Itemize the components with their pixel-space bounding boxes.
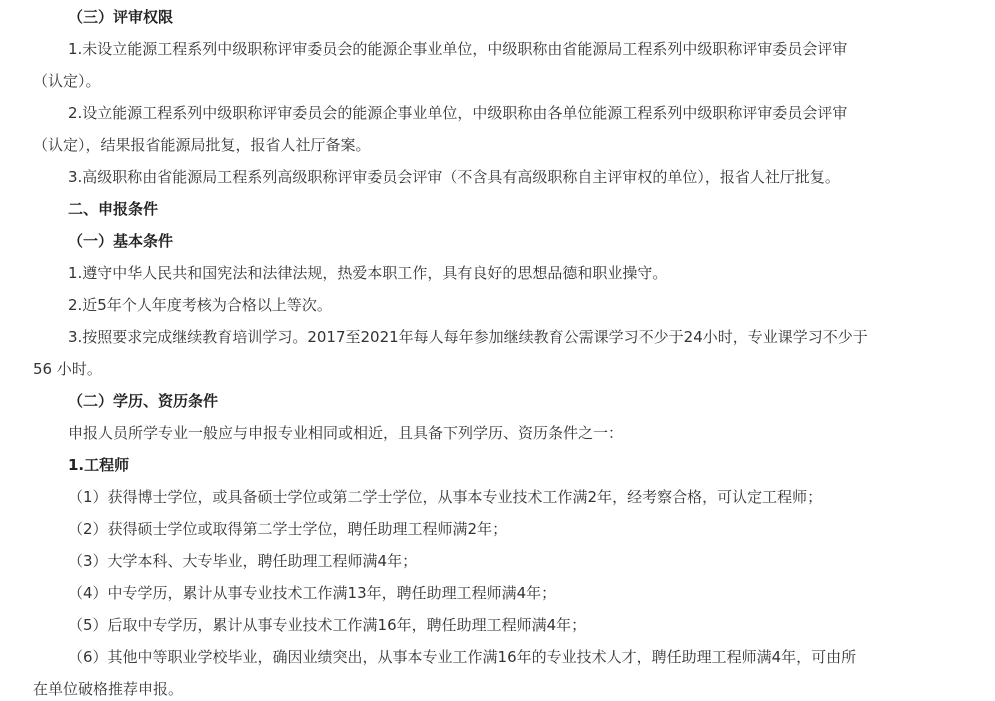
section-heading-application-conditions: 二、申报条件 xyxy=(68,200,159,218)
basic-condition-3-line-2: 56 小时。 xyxy=(33,360,102,378)
engineer-item-3: （3）大学本科、大专毕业，聘任助理工程师满4年； xyxy=(68,552,418,570)
subsection-heading-basic-conditions: （一）基本条件 xyxy=(68,232,174,250)
engineer-item-5: （5）后取中专学历，累计从事专业技术工作满16年，聘任助理工程师满4年； xyxy=(68,616,587,634)
engineer-item-1: （1）获得博士学位，或具备硕士学位或第二学士学位，从事本专业技术工作满2年，经考察合格，可认定工程师； xyxy=(68,488,823,506)
engineer-item-4: （4）中专学历，累计从事专业技术工作满13年，聘任助理工程师满4年； xyxy=(68,584,557,602)
paragraph-2-line-1: 2.设立能源工程系列中级职称评审委员会的能源企事业单位，中级职称由各单位能源工程系列中级职称评审委员会评审 xyxy=(68,104,848,122)
engineer-heading: 1.工程师 xyxy=(68,456,130,474)
paragraph-1-line-1: 1.未设立能源工程系列中级职称评审委员会的能源企事业单位，中级职称由省能源局工程系列中级职称评审委员会评审 xyxy=(68,40,848,58)
subsection-heading-education-qualifications: （二）学历、资历条件 xyxy=(68,392,219,410)
section-heading-review-authority: （三）评审权限 xyxy=(68,8,174,26)
engineer-item-6-line-1: （6）其他中等职业学校毕业，确因业绩突出，从事本专业工作满16年的专业技术人才，聘任助理工程师满4年，可由所 xyxy=(68,648,857,666)
basic-condition-2: 2.近5年个人年度考核为合格以上等次。 xyxy=(68,296,332,314)
paragraph-3: 3.高级职称由省能源局工程系列高级职称评审委员会评审（不含具有高级职称自主评审权的单位），报省人社厅批复。 xyxy=(68,168,840,186)
paragraph-2-line-2: （认定），结果报省能源局批复，报省人社厅备案。 xyxy=(33,136,371,154)
engineer-item-6-line-2: 在单位破格推荐申报。 xyxy=(33,680,184,698)
basic-condition-1: 1.遵守中华人民共和国宪法和法律法规，热爱本职工作，具有良好的思想品德和职业操守。 xyxy=(68,264,668,282)
basic-condition-3-line-1: 3.按照要求完成继续教育培训学习。2017至2021年每人每年参加继续教育公需课学习不少于24小时，专业课学习不少于 xyxy=(68,328,868,346)
paragraph-1-line-2: （认定）。 xyxy=(33,72,101,90)
education-intro: 申报人员所学专业一般应与申报专业相同或相近，且具备下列学历、资历条件之一： xyxy=(68,424,624,442)
engineer-item-2: （2）获得硕士学位或取得第二学士学位，聘任助理工程师满2年； xyxy=(68,520,508,538)
